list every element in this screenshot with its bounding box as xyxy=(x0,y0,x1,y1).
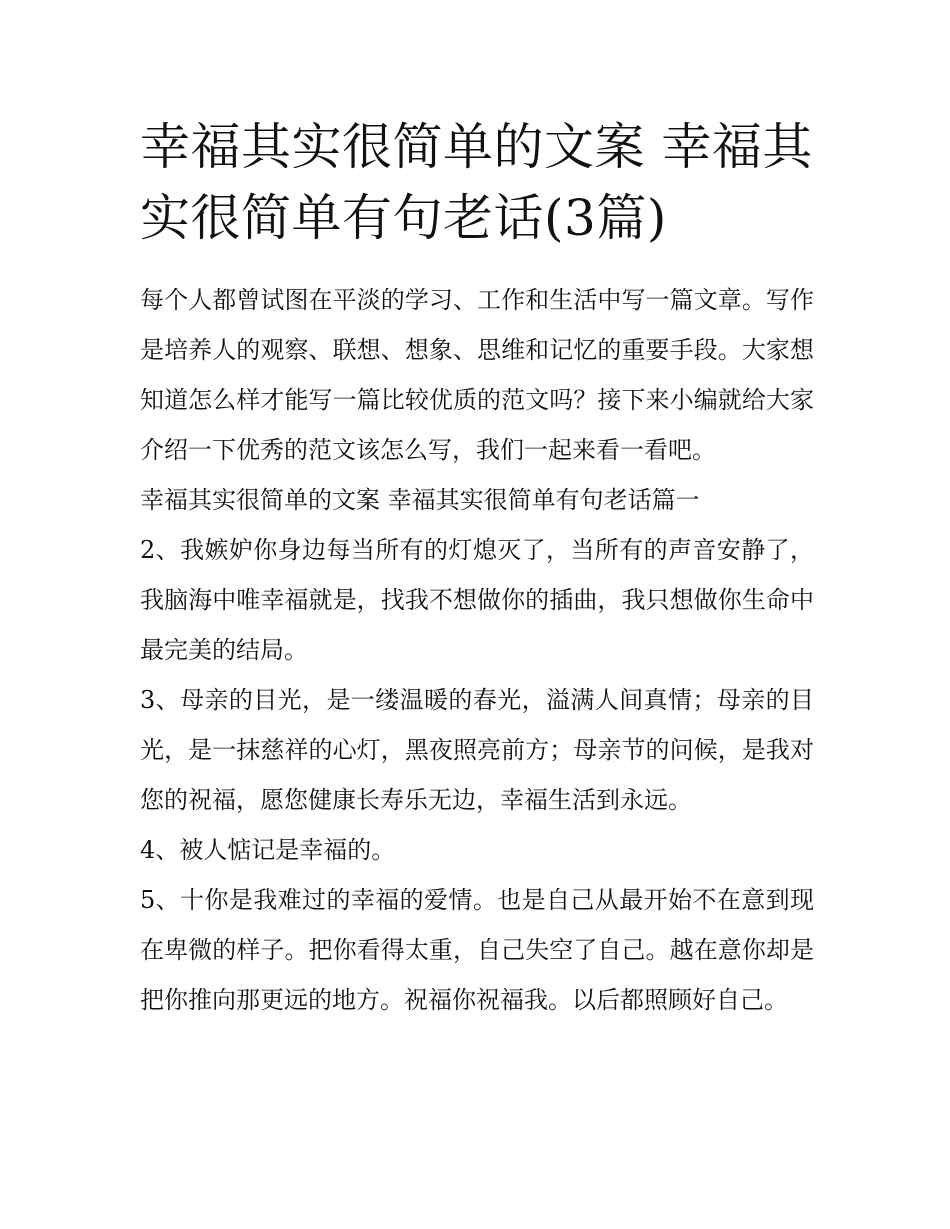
section-heading: 幸福其实很简单的文案 幸福其实很简单有句老话篇一 xyxy=(140,486,700,514)
document-title: 幸福其实很简单的文案 幸福其实很简单有句老话(3篇) xyxy=(140,118,813,247)
list-item: 3、母亲的目光，是一缕温暖的春光，溢满人间真情；母亲的目光，是一抹慈祥的心灯，黑夜照亮前方；母亲节的问候，是我对您的祝福，愿您健康长寿乐无边，幸福生活到永远。 xyxy=(140,686,814,814)
list-item: 2、我嫉妒你身边每当所有的灯熄灭了，当所有的声音安静了，我脑海中唯幸福就是，找我不想做你的插曲，我只想做你生命中最完美的结局。 xyxy=(140,536,814,664)
intro-paragraph: 每个人都曾试图在平淡的学习、工作和生活中写一篇文章。写作是培养人的观察、联想、想象、思维和记忆的重要手段。大家想知道怎么样才能写一篇比较优质的范文吗？接下来小编就给大家介绍一下优秀的范文该怎么写，我们一起来看一看吧。 xyxy=(140,286,814,464)
document-content xyxy=(140,112,814,1025)
list-item: 4、被人惦记是幸福的。 xyxy=(140,836,396,864)
list-item: 5、十你是我难过的幸福的爱情。也是自己从最开始不在意到现在卑微的样子。把你看得太重，自己失空了自己。越在意你却是把你推向那更远的地方。祝福你祝福我。以后都照顾好自己。 xyxy=(140,886,814,1014)
document-body xyxy=(140,275,814,1025)
